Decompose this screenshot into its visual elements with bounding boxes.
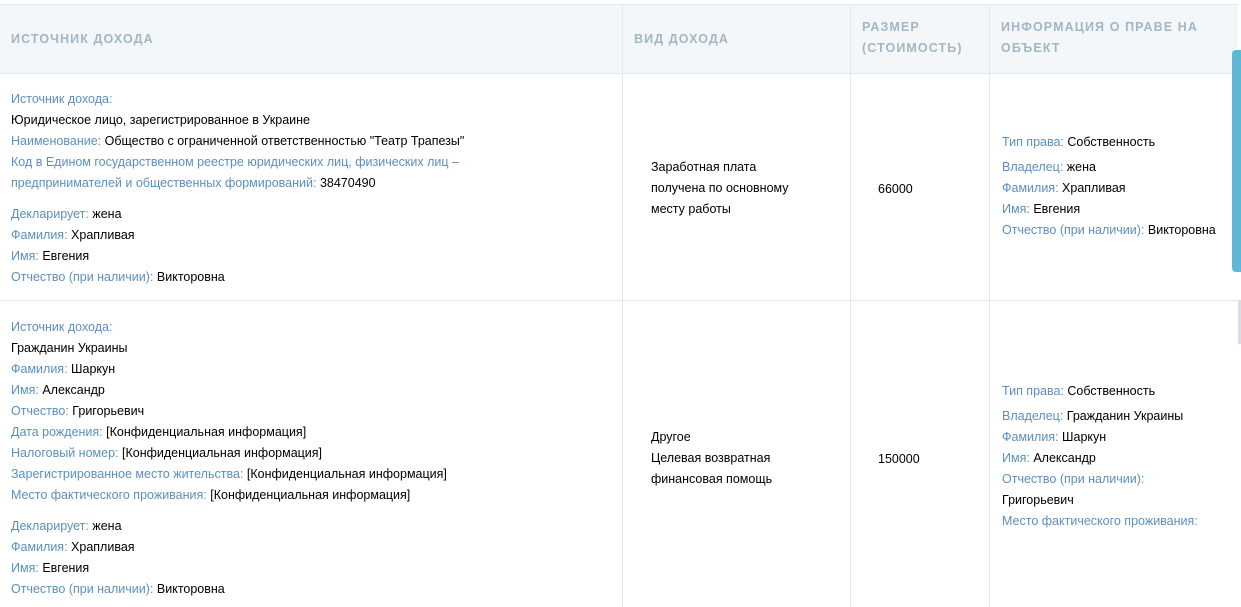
table-header [0,5,1238,74]
tax-value: [Конфиденциальная информация] [122,446,323,460]
owner-firstname-line [1002,199,1216,220]
header-rights-label-1: ИНФОРМАЦИЯ О ПРАВЕ НА [1001,20,1199,34]
source-label: Источник дохода: [11,92,113,106]
surname-value: Шаркун [71,362,116,376]
owner-firstname-value: Александр [1033,451,1096,465]
declares-value: жена [92,519,122,533]
firstname-line [11,558,622,579]
owner-surname-line [1002,178,1216,199]
birth-line [11,422,622,443]
tax-line [11,443,622,464]
code-value: 38470490 [319,176,376,190]
header-rights-label-2: ОБЪЕКТ [1001,41,1061,55]
owner-firstname-value: Евгения [1033,202,1081,216]
income-type-line: месту работы [651,202,731,216]
name-line [11,131,622,152]
header-rights [990,5,1238,73]
reg-label: Зарегистрированное место жительства: [11,467,244,481]
firstname-line [11,246,622,267]
right-type-line [1002,132,1216,153]
owner-firstname-label: Имя: [1002,451,1030,465]
right-type-value: Собственность [1067,384,1156,398]
header-source [0,5,623,73]
income-type-cell [623,74,851,300]
source-label: Источник дохода: [11,320,113,334]
header-type [623,5,851,73]
code-label: Код в Едином государственном реестре юридических лиц, физических лиц – [11,155,459,169]
firstname-line [11,380,622,401]
source-value: Гражданин Украины [11,341,128,355]
surname-line [11,359,622,380]
surname-value: Храпливая [71,228,135,242]
table-row [0,301,1238,607]
actual-value: [Конфиденциальная информация] [210,488,411,502]
owner-label: Владелец: [1002,409,1064,423]
header-type-label: ВИД ДОХОДА [634,32,730,46]
firstname-label: Имя: [11,249,39,263]
patronymic-value: Григорьевич [72,404,145,418]
owner-surname-value: Храпливая [1062,181,1126,195]
owner-patronymic-value: Григорьевич [1002,493,1074,507]
income-type-cell [623,301,851,607]
code-label-cont: предпринимателей и общественных формирований: [11,176,317,190]
amount-cell [851,74,990,300]
owner-patronymic-label: Отчество (при наличии): [1002,472,1145,486]
code-line [11,173,622,194]
income-type-line: Целевая возвратная [651,451,771,465]
birth-label: Дата рождения: [11,425,103,439]
patronymic-value: Викторовна [156,582,225,596]
reg-value: [Конфиденциальная информация] [246,467,447,481]
surname-label: Фамилия: [11,228,68,242]
firstname-value: Евгения [42,249,90,263]
income-type-line: Заработная плата [651,160,757,174]
right-type-value: Собственность [1067,135,1156,149]
owner-surname-label: Фамилия: [1002,430,1059,444]
amount-value: 150000 [878,452,920,466]
owner-firstname-line [1002,448,1198,469]
patronymic-value: Викторовна [156,270,225,284]
source-value: Юридическое лицо, зарегистрированное в Украине [11,113,311,127]
actual-line [11,485,622,506]
source-cell [0,301,623,607]
patronymic-label: Отчество (при наличии): [11,270,154,284]
amount-value: 66000 [878,182,913,196]
surname-label: Фамилия: [11,540,68,554]
surname-value: Храпливая [71,540,135,554]
firstname-value: Евгения [42,561,90,575]
income-type-line: Другое [651,430,691,444]
firstname-value: Александр [42,383,105,397]
surname-line [11,225,622,246]
scrollbar-thumb[interactable] [1232,50,1241,272]
declares-label: Декларирует: [11,207,89,221]
declares-line [11,204,622,225]
firstname-label: Имя: [11,383,39,397]
declares-line [11,516,622,537]
header-size-label-2: (СТОИМОСТЬ) [862,41,963,55]
income-type-line: финансовая помощь [651,472,773,486]
patronymic-line [11,401,622,422]
right-type-label: Тип права: [1002,135,1064,149]
actual-label: Место фактического проживания: [11,488,207,502]
table-row [0,74,1238,301]
owner-surname-line [1002,427,1198,448]
owner-value: Гражданин Украины [1066,409,1184,423]
owner-patronymic-label: Отчество (при наличии): [1002,223,1145,237]
income-table [0,4,1238,607]
owner-surname-value: Шаркун [1062,430,1107,444]
income-type-line: получена по основному [651,181,789,195]
owner-line [1002,406,1198,427]
header-source-label: ИСТОЧНИК ДОХОДА [11,32,154,46]
source-cell [0,74,623,300]
owner-line [1002,157,1216,178]
name-value: Общество с ограниченной ответственностью "Театр Трапезы" [104,134,465,148]
header-size-label-1: РАЗМЕР [862,20,920,34]
birth-value: [Конфиденциальная информация] [106,425,307,439]
patronymic-label: Отчество: [11,404,69,418]
owner-actual-label: Место фактического проживания: [1002,514,1198,528]
rights-cell [990,301,1238,607]
amount-cell [851,301,990,607]
surname-line [11,537,622,558]
tax-label: Налоговый номер: [11,446,119,460]
reg-line [11,464,622,485]
patronymic-label: Отчество (при наличии): [11,582,154,596]
owner-patronymic-line [1002,220,1216,241]
surname-label: Фамилия: [11,362,68,376]
right-type-label: Тип права: [1002,384,1064,398]
owner-firstname-label: Имя: [1002,202,1030,216]
header-size [851,5,990,73]
declares-label: Декларирует: [11,519,89,533]
rights-cell [990,74,1238,300]
firstname-label: Имя: [11,561,39,575]
owner-surname-label: Фамилия: [1002,181,1059,195]
owner-label: Владелец: [1002,160,1064,174]
right-type-line [1002,381,1198,402]
name-label: Наименование: [11,134,102,148]
owner-value: жена [1066,160,1096,174]
patronymic-line [11,579,622,600]
declares-value: жена [92,207,122,221]
patronymic-line [11,267,622,288]
owner-patronymic-value: Викторовна [1147,223,1216,237]
